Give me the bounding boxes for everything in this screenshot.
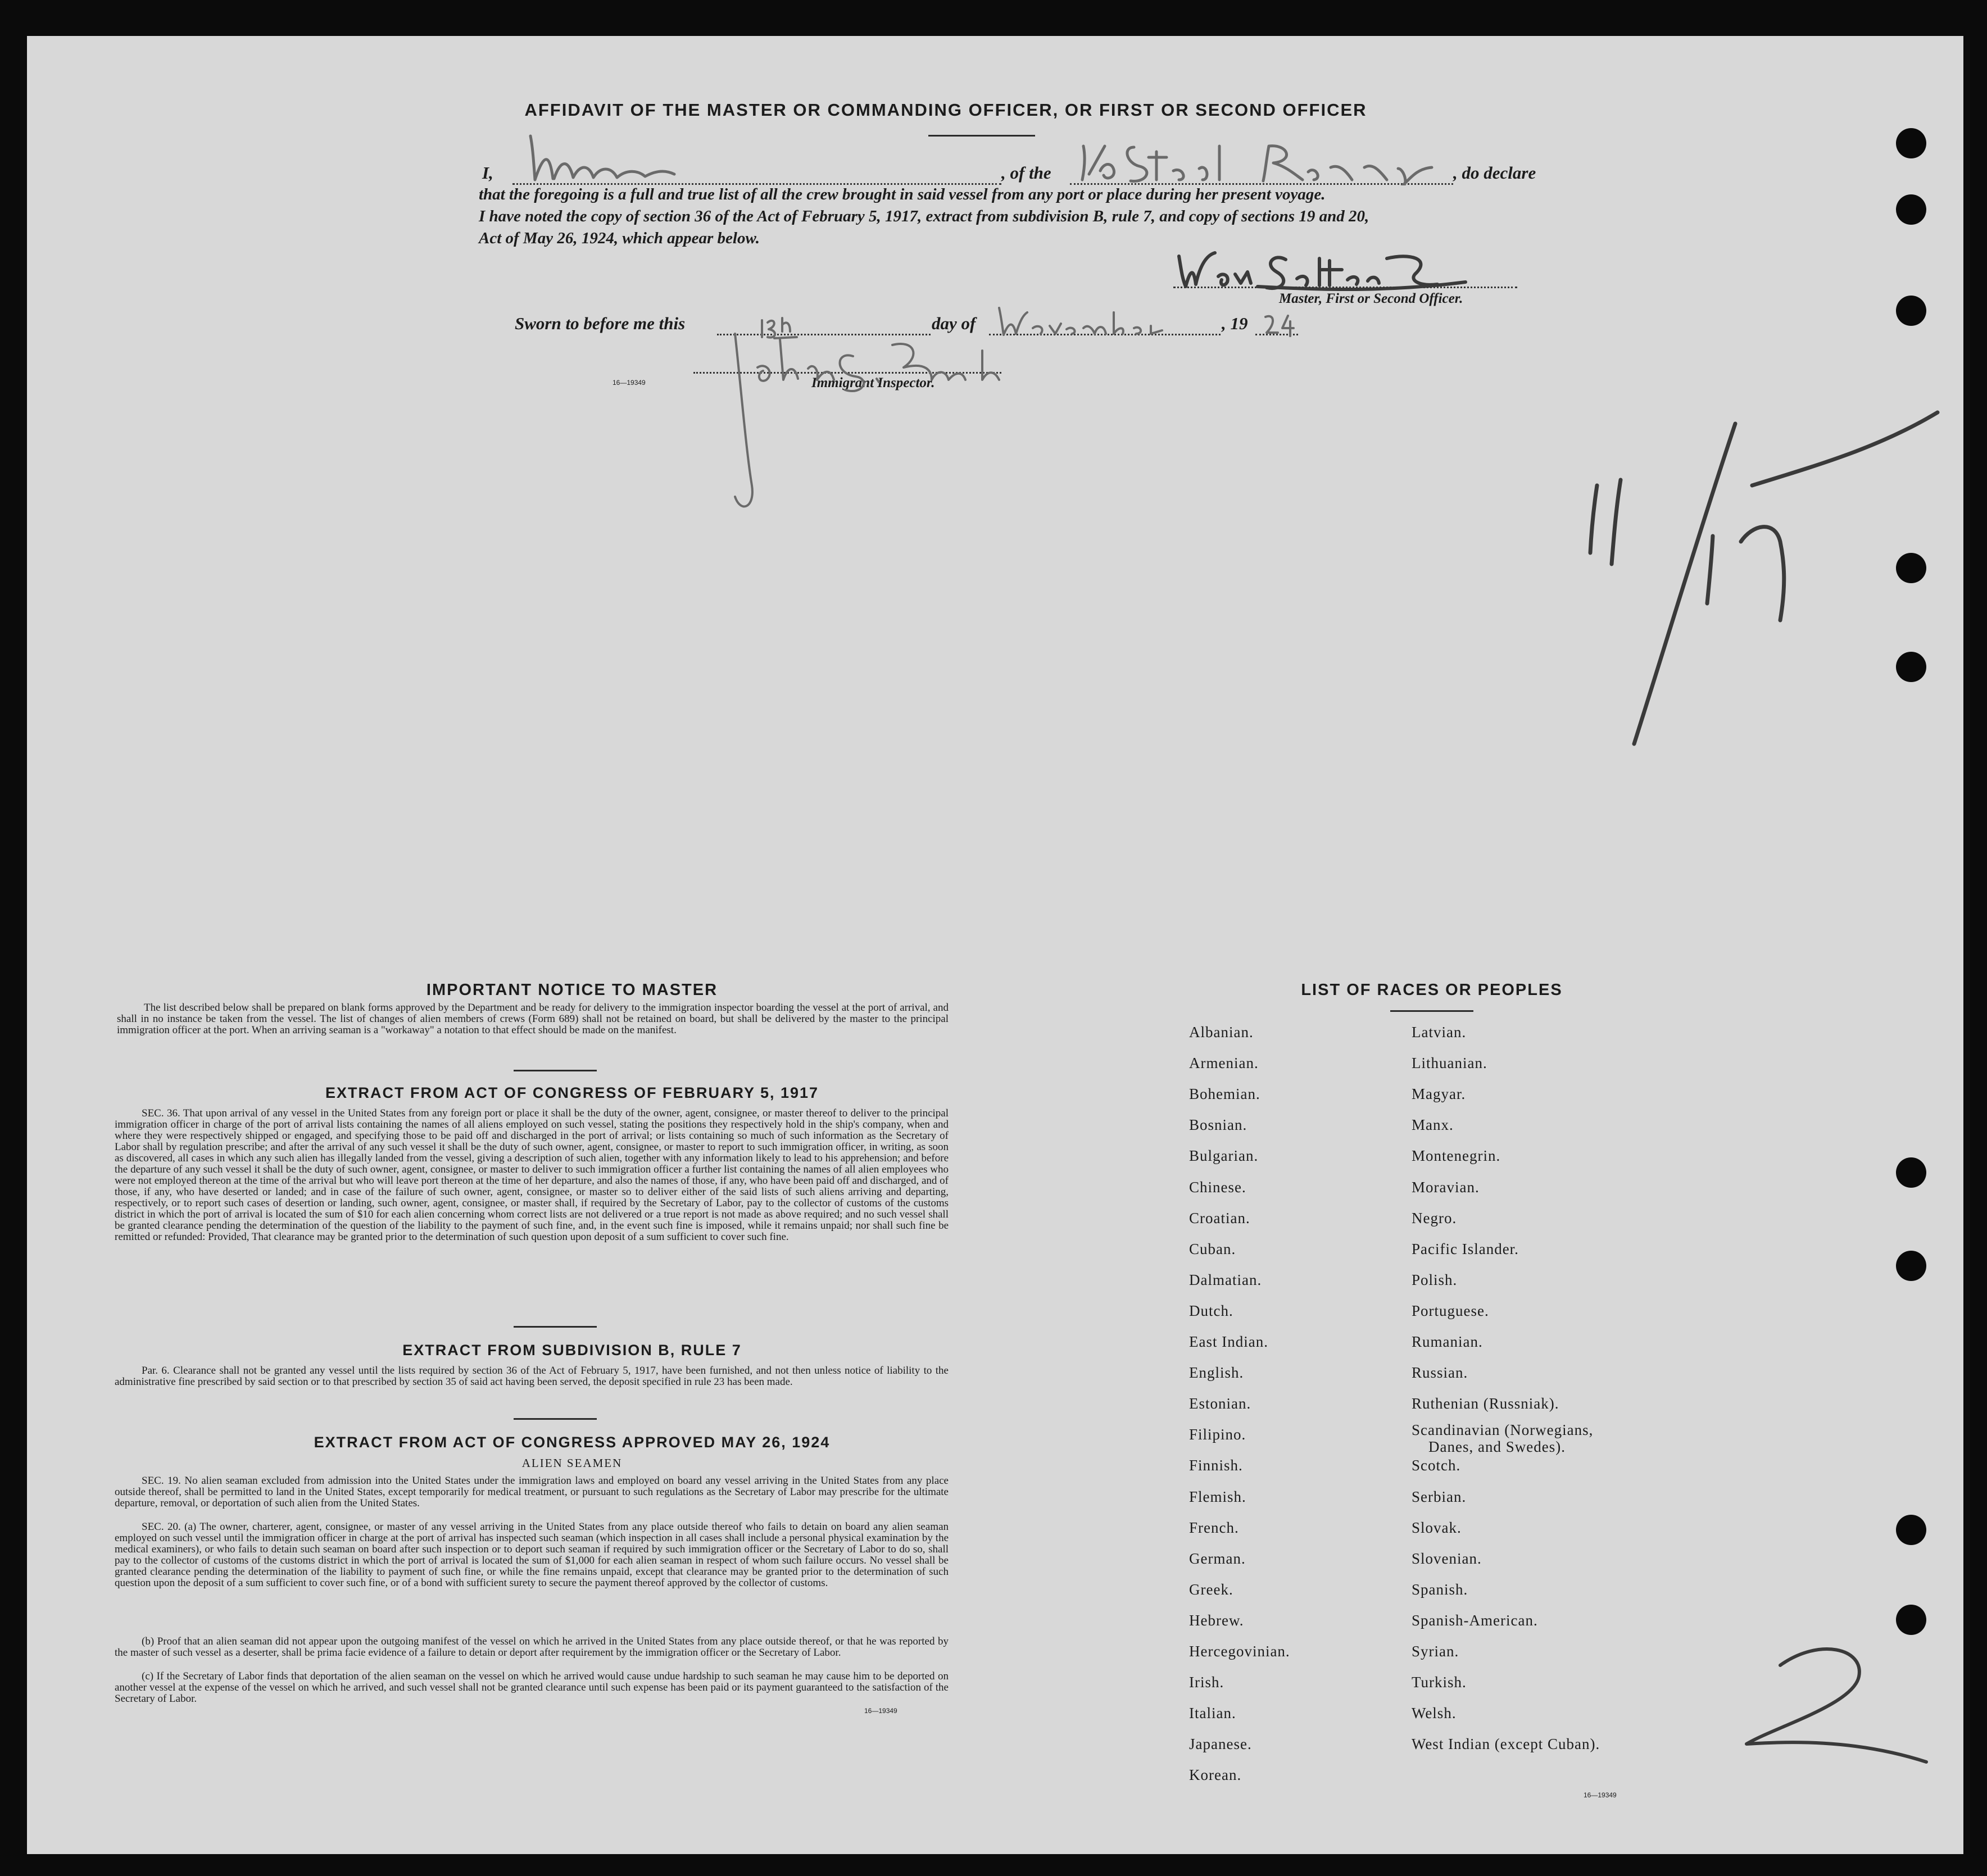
race-item: Irish. <box>1189 1674 1224 1691</box>
title-rule <box>928 135 1035 137</box>
race-item: East Indian. <box>1189 1333 1268 1350</box>
race-item: Bosnian. <box>1189 1116 1247 1134</box>
race-item: Slovak. <box>1412 1519 1462 1536</box>
race-item: West Indian (except Cuban). <box>1412 1736 1600 1753</box>
rule7-body: Par. 6. Clearance shall not be granted any vessel until the lists required by section 36 of the Act of February 5, 1917, have been furnished, and not then unless notice of liability to the administrative fine prescribed by said section or to that prescribed by section 35 of said act having been served, the deposit specified in rule 23 has been made. <box>115 1365 949 1388</box>
race-item: Serbian. <box>1412 1488 1467 1505</box>
race-item: Welsh. <box>1412 1705 1457 1722</box>
races-title: LIST OF RACES OR PEOPLES <box>1301 981 1563 999</box>
handwriting-inspector-signature <box>668 317 1016 519</box>
race-item: Hercegovinian. <box>1189 1643 1290 1660</box>
handwriting-signature <box>1173 247 1488 292</box>
punch-hole <box>1896 194 1926 225</box>
race-item: Slovenian. <box>1412 1550 1482 1567</box>
notice-rule <box>514 1070 597 1071</box>
race-item: Italian. <box>1189 1705 1236 1722</box>
race-item: Japanese. <box>1189 1736 1252 1753</box>
race-item: Portuguese. <box>1412 1302 1489 1319</box>
race-item: Latvian. <box>1412 1024 1467 1041</box>
master-caption: Master, First or Second Officer. <box>1279 291 1463 306</box>
race-item: Ruthenian (Russniak). <box>1412 1395 1559 1412</box>
affidavit-line-4: Act of May 26, 1924, which appear below. <box>479 229 760 247</box>
race-item: Bohemian. <box>1189 1085 1260 1103</box>
extract-1924-sec19: SEC. 19. No alien seaman excluded from admission into the United States under the immigration laws and employed on board any vessel arriving in the United States from any place outside thereof, shall be permitted to land in the United States, except temporarily for medical treatment, or pursuant to such regulations as the Secretary of Labor may prescribe for the ultimate departure, removal, or deportation of such alien from the United States. <box>115 1475 949 1509</box>
race-item: Finnish. <box>1189 1457 1243 1474</box>
race-item: Turkish. <box>1412 1674 1467 1691</box>
rule7-rule <box>514 1418 597 1420</box>
punch-hole <box>1896 1515 1926 1545</box>
race-item: English. <box>1189 1364 1244 1382</box>
handwriting-vessel <box>1072 135 1454 185</box>
day-of-label: day of <box>932 314 976 333</box>
race-item: Pacific Islander. <box>1412 1240 1519 1257</box>
punch-hole <box>1896 1251 1926 1281</box>
race-item: Russian. <box>1412 1364 1468 1382</box>
extract-1924-sec20b: (b) Proof that an alien seaman did not appear upon the outgoing manifest of the vessel on which he arrived in the United States from any place outside thereof, or that he was reported by the master of such vessel as a deserter, shall be prima facie evidence of a failure to detain or deport after requirement by the immigration officer or the Secretary of Labor. <box>115 1636 949 1659</box>
year-label: , 19 <box>1222 314 1248 333</box>
handwriting-name <box>527 130 684 187</box>
inspector-caption: Immigrant Inspector. <box>811 375 935 390</box>
race-item: Montenegrin. <box>1412 1147 1501 1165</box>
extract-1924-form-number: 16—19349 <box>864 1707 897 1715</box>
race-item: Chinese. <box>1189 1178 1246 1196</box>
race-item: Korean. <box>1189 1766 1242 1784</box>
affidavit-i: I, <box>482 163 493 183</box>
punch-hole <box>1896 1605 1926 1635</box>
page-mark-2 <box>1730 1632 1932 1766</box>
race-item: Negro. <box>1412 1209 1457 1227</box>
extract-1924-title: EXTRACT FROM ACT OF CONGRESS APPROVED MAY 26, 1924 <box>314 1434 831 1451</box>
handwriting-month <box>994 301 1173 340</box>
punch-hole <box>1896 1157 1926 1188</box>
race-item: Rumanian. <box>1412 1333 1483 1350</box>
race-item: Dalmatian. <box>1189 1271 1262 1288</box>
race-item: Flemish. <box>1189 1488 1246 1505</box>
race-item: Spanish-American. <box>1412 1611 1538 1629</box>
extract-1917-body: SEC. 36. That upon arrival of any vessel in the United States from any foreign port or place it shall be the duty of the owner, agent, consignee, or master thereof to deliver to the principal immigration officer in charge of the port of arrival lists containing the names of all aliens employed on such vessel, stating the positions they respectively hold in the ship's company, when and where they were respectively shipped or engaged, and specifying those to be paid off and discharged in the port of arrival; or lists containing so much of such information as the Secretary of Labor shall by regulation prescribe; and after the arrival of any such vessel it shall be the duty of such owner, agent, consignee, or master to report to such immigration officer, in writing, as soon as discovered, all cases in which any such alien has illegally landed from the vessel, giving a description of such alien, together with any information likely to lead to his apprehension; and before the departure of any such vessel it shall be the duty of such owner, agent, consignee, or master to deliver to such immigration officer a further list containing the names of all alien employees who were not employed thereon at the time of the arrival but who will leave port thereon at the time of her departure, and also the names of those, if any, who have been paid off and discharged, and of those, if any, who have deserted or landed; and in case of the failure of such owner, agent, consignee, or master so to deliver either of the said lists of such aliens arriving and departing, respectively, or to report such cases of desertion or landing, such owner, agent, consignee, or master shall, if required by the Secretary of Labor, pay to the collector of customs of the customs district in which the port of arrival is located the sum of $10 for each alien concerning whom correct lists are not delivered or a true report is not made as above required; and no such vessel shall be granted clearance pending the determination of the question of the liability to the payment of such fine, and, in the event such fine is imposed, while it remains unpaid; nor shall such fine be remitted or refunded: Provided, That clearance may be granted prior to the determination of such question upon deposit of a sum sufficient to cover such fine. <box>115 1107 949 1243</box>
affidavit-declare: , do declare <box>1453 163 1536 183</box>
punch-hole <box>1896 296 1926 326</box>
rule7-title: EXTRACT FROM SUBDIVISION B, RULE 7 <box>402 1342 742 1359</box>
races-rule <box>1390 1010 1473 1012</box>
extract-1924-subtitle: ALIEN SEAMEN <box>521 1456 623 1470</box>
race-item: French. <box>1189 1519 1239 1536</box>
race-item: Moravian. <box>1412 1178 1480 1196</box>
sworn-label: Sworn to before me this <box>515 314 686 333</box>
affidavit-line-3: I have noted the copy of section 36 of the Act of February 5, 1917, extract from subdivision B, rule 7, and copy of sections 19 and 20, <box>479 207 1369 225</box>
extract-1917-title: EXTRACT FROM ACT OF CONGRESS OF FEBRUARY 5, 1917 <box>325 1084 819 1101</box>
race-item: Filipino. <box>1189 1426 1246 1443</box>
race-item: Cuban. <box>1189 1240 1236 1257</box>
affidavit-title: AFFIDAVIT OF THE MASTER OR COMMANDING OFFICER, OR FIRST OR SECOND OFFICER <box>524 100 1367 120</box>
race-item: Bulgarian. <box>1189 1147 1259 1165</box>
race-item: Syrian. <box>1412 1643 1459 1660</box>
race-item: Lithuanian. <box>1412 1055 1487 1072</box>
document-page <box>27 36 1963 1854</box>
races-form-number: 16—19349 <box>1584 1791 1617 1799</box>
race-item: Croatian. <box>1189 1209 1250 1227</box>
race-item: Manx. <box>1412 1116 1454 1134</box>
handwriting-year <box>1260 314 1299 339</box>
race-item: Magyar. <box>1412 1085 1466 1103</box>
affidavit-of-the: , of the <box>1001 163 1051 183</box>
race-item: German. <box>1189 1550 1246 1567</box>
race-item: Estonian. <box>1189 1395 1251 1412</box>
form-number: 16—19349 <box>613 379 646 387</box>
race-item: Polish. <box>1412 1271 1458 1288</box>
race-item: Armenian. <box>1189 1055 1259 1072</box>
race-item: Hebrew. <box>1189 1611 1244 1629</box>
race-item: Greek. <box>1189 1580 1233 1598</box>
race-item: Albanian. <box>1189 1024 1254 1041</box>
race-item: Scotch. <box>1412 1457 1461 1474</box>
notice-body: The list described below shall be prepared on blank forms approved by the Department and be ready for delivery to the immigration inspector boarding the vessel at the port of arrival, and shall in no instance be taken from the vessel. The list of changes of alien members of crews (Form 689) shall not be retained on board, but shall be delivered by the master to the principal immigration officer at the port. When an arriving seaman is a "workaway" a notation to that effect should be made on the manifest. <box>117 1002 949 1036</box>
affidavit-line-2: that the foregoing is a full and true list of all the crew brought in said vessel from any port or place during her present voyage. <box>479 185 1326 203</box>
extract-1917-rule <box>514 1326 597 1328</box>
race-item: Danes, and Swedes). <box>1428 1438 1566 1456</box>
race-item: Spanish. <box>1412 1580 1468 1598</box>
extract-1924-sec20c: (c) If the Secretary of Labor finds that deportation of the alien seaman on the vessel on which he arrived would cause undue hardship to such seaman he may cause him to be deported on another vessel at the expense of the vessel on which he arrived, and such vessel shall not be granted clearance until such expense has been paid or its payment guaranteed to the satisfaction of the Secretary of Labor. <box>115 1670 949 1705</box>
extract-1924-sec20a: SEC. 20. (a) The owner, charterer, agent, consignee, or master of any vessel arriving in the United States from any place outside thereof who fails to detain on board any alien seaman employed on such vessel until the immigration officer in charge at the port of arrival has inspected such seaman (which inspection in all cases shall include a personal physical examination by the medical examiners), or who fails to detain such seaman on board after such inspection or to deport such seaman if required by such immigration officer or the Secretary of Labor to do so, shall pay to the collector of customs of the customs district in which the port of arrival is located the sum of $1,000 for each alien seaman in respect of whom such failure occurs. No vessel shall be granted clearance pending the determination of the liability to payment of such fine, or while the fine remains unpaid, except that clearance may be granted prior to the determination of such question upon the deposit of a sum sufficient to cover such fine, or of a bond with sufficient surety to secure the payment thereof approved by the collector of customs. <box>115 1521 949 1589</box>
race-item: Scandinavian (Norwegians, <box>1412 1421 1594 1439</box>
notice-title: IMPORTANT NOTICE TO MASTER <box>426 981 718 999</box>
punch-hole <box>1896 128 1926 158</box>
race-item: Dutch. <box>1189 1302 1233 1319</box>
margin-note-11-15 <box>1567 401 1960 766</box>
